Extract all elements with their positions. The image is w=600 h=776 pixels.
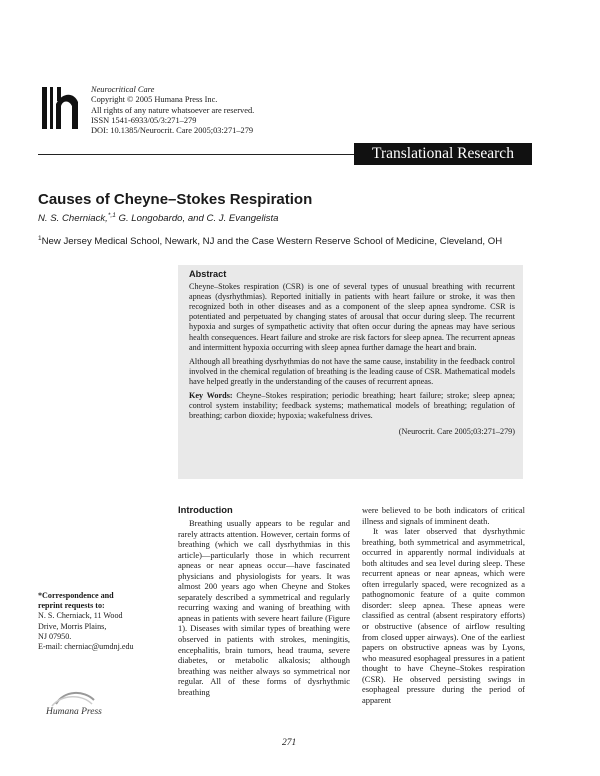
issn-line: ISSN 1541-6933/05/3:271–279 <box>91 115 197 125</box>
abstract-paragraph: Although all breathing dysrhythmias do not have the same cause, instability in the feedback control involved in the chemical regulation of breathing is the leading cause of CSR. Mathematical models have helped greatly in the understanding of the causes of recurrent apneas. <box>189 356 515 386</box>
author-name: and C. J. Evangelista <box>187 213 279 225</box>
author-name: N. S. Cherniack, <box>38 213 108 225</box>
keywords <box>189 391 515 421</box>
section-label: Translational Research <box>354 143 532 165</box>
affiliation <box>38 235 502 247</box>
correspondence-label: reprint requests to: <box>38 601 105 611</box>
correspondence-address: Drive, Morris Plains, <box>38 621 107 631</box>
rights-line: All rights of any nature whatsoever are reserved. <box>91 105 255 115</box>
article-title: Causes of Cheyne–Stokes Respiration <box>38 191 313 208</box>
journal-meta <box>91 85 351 136</box>
body-paragraph: were believed to be both indicators of critical illness and signals of imminent death. <box>362 505 525 526</box>
correspondence-address: N. S. Cherniack, 11 Wood <box>38 611 123 621</box>
author-list <box>38 212 279 224</box>
correspondence-label: *Correspondence and <box>38 591 114 600</box>
correspondence-note <box>38 591 168 652</box>
body-paragraph: It was later observed that dysrhythmic breathing, both symmetrical and asymmetrical, occurred in apparently normal individuals at both altitudes and sea level during sleep. These recurrent apneas or near apneas, which were often irregularly spaced, were recognized as a pathognomonic feature of a quite common disorder: sleep apnea. These apneas were classified as central (absent respiratory efforts) or obstructive (absence of airflow resulting from closed upper airways). One of the earliest papers on obstructive apneas was by Lyons, who measured esophageal pressures in a patient thought to have Cheyne–Stokes respiration (CSR). He observed persisting swings in esophageal pressure during the period of apparent <box>362 526 525 705</box>
keywords-text: Cheyne–Stokes respiration; periodic breathing; heart failure; stroke; sleep apnea; control system instability; feedback systems; mathematical models of breathing; regulation of breathing; carbon dioxide; hypoxia; wakefulness drives. <box>189 391 515 421</box>
citation: (Neurocrit. Care 2005;03:271–279) <box>398 427 515 437</box>
introduction-heading: Introduction <box>178 504 233 515</box>
copyright-line: Copyright © 2005 Humana Press Inc. <box>91 95 218 105</box>
author-name: G. Longobardo, <box>118 213 186 225</box>
journal-name: Neurocritical Care <box>91 85 155 94</box>
journal-logo <box>38 84 84 132</box>
keywords-label: Key Words: <box>189 391 233 401</box>
publisher-name: Humana Press <box>46 707 102 717</box>
page-number: 271 <box>282 738 297 748</box>
correspondence-email: E-mail: cherniac@umdnj.edu <box>38 642 134 652</box>
abstract-heading: Abstract <box>189 269 227 279</box>
abstract-box <box>178 265 523 479</box>
author-marks: *,1 <box>107 212 116 219</box>
doi-line: DOI: 10.1385/Neurocrit. Care 2005;03:271–279 <box>91 126 254 136</box>
affiliation-mark: 1 <box>38 235 42 242</box>
body-column-1 <box>178 518 350 697</box>
abstract-paragraph: Cheyne–Stokes respiration (CSR) is one of several types of unusual breathing with recurrent apneas (dysrhythmias). Reported initially in patients with heart failure or stroke, it was then recognized both in other diseases and as a component of the sleep apnea syndrome. CSR is potentiated and perpetuated by changing states of arousal that occur during sleep. The recurrent hypoxia and surges of sympathetic activity that often occur during the apneas may have serious health consequences. Heart failure and stroke are risk factors for sleep apnea. The recurrent apneas and intermittent hypoxia occurring with sleep apnea further damage the heart and brain. <box>189 282 515 352</box>
body-column-2 <box>362 505 525 705</box>
body-paragraph: Breathing usually appears to be regular and rarely attracts attention. However, certain forms of breathing (which we call dysrhythmias in this article)—particularly those in which recurrent apneas or near apneas occur—have fascinated physicians and physiologists for years. It was almost 200 years ago when Cheyne and Stokes separately described a symmetrical and regularly recurring waxing and waning of breathing with apneas in patients with severe heart failure (Figure 1). Diseases with similar types of breathing were observed in patients with strokes, meningitis, encephalitis, brain tumors, head trauma, severe diabetes, or metabolic alkalosis; although breathing was neither always so symmetrical nor regular. All of these forms of dysrhythmic breathing <box>178 518 350 697</box>
correspondence-address: NJ 07950. <box>38 631 72 641</box>
affiliation-text: New Jersey Medical School, Newark, NJ and the Case Western Reserve School of Medicine, Cleveland, OH <box>41 236 503 248</box>
